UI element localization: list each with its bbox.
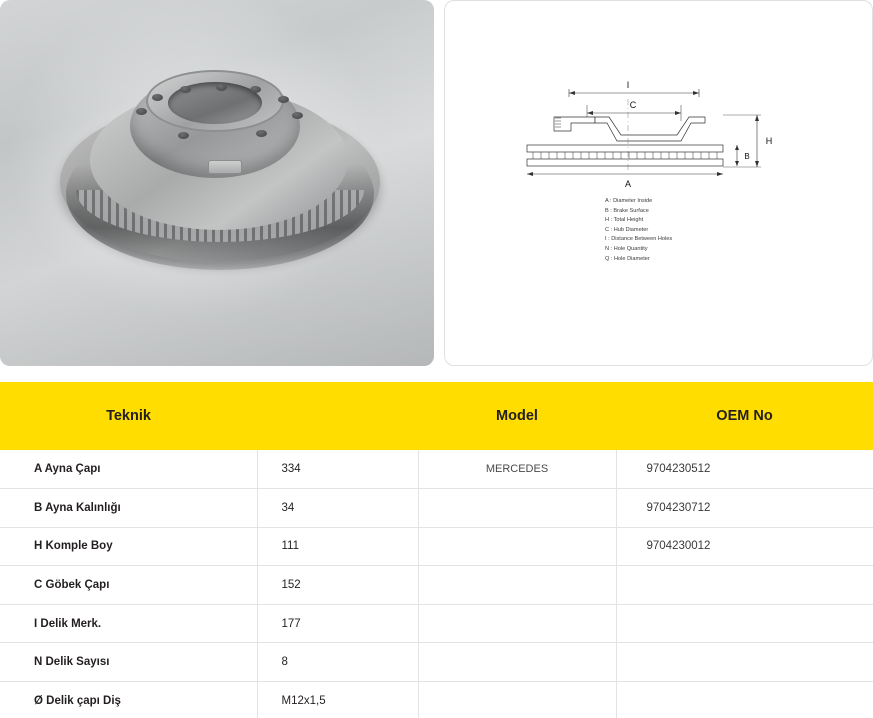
dimension-label-c: C: [629, 100, 636, 110]
legend-item: Q : Hole Diameter: [605, 255, 650, 262]
table-row: [0, 566, 873, 605]
specification-table: [0, 382, 873, 718]
spec-value: 334: [257, 450, 418, 489]
brake-disc-illustration: [60, 72, 380, 287]
legend-item: C : Hub Diameter: [605, 226, 649, 233]
brake-disc-photo: [0, 0, 434, 366]
table-row: [0, 450, 873, 489]
column-header-value: [257, 382, 418, 450]
spec-model: [418, 566, 616, 605]
spec-model: [418, 643, 616, 682]
brake-disc-cross-section-svg: [509, 75, 809, 195]
column-header-teknik: Teknik: [0, 382, 257, 450]
legend-item: B : Brake Surface: [605, 207, 649, 214]
legend-item: N : Hole Quantity: [605, 246, 648, 253]
table-header: [0, 382, 873, 450]
disc-bolt-hole: [292, 112, 303, 119]
spec-oem: 9704230012: [616, 527, 873, 566]
legend-item: A : Diameter Inside: [605, 198, 653, 204]
disc-bolt-hole: [256, 130, 267, 137]
spec-value: M12x1,5: [257, 682, 418, 718]
table-row: [0, 643, 873, 682]
table-header-row: [0, 382, 873, 450]
disc-bolt-hole: [178, 132, 189, 139]
spec-model: [418, 527, 616, 566]
table-body: [0, 450, 873, 718]
dimension-label-i: I: [626, 80, 629, 90]
disc-bolt-hole: [278, 96, 289, 103]
technical-drawing-panel: [444, 0, 873, 366]
column-header-model: Model: [418, 382, 616, 450]
spec-oem: [616, 566, 873, 605]
table-row: [0, 489, 873, 528]
disc-bolt-hole: [152, 94, 163, 101]
spec-oem: 9704230712: [616, 489, 873, 528]
column-header-oem: OEM No: [616, 382, 873, 450]
spec-name: N Delik Sayısı: [0, 643, 257, 682]
spec-oem: [616, 643, 873, 682]
spec-oem: [616, 682, 873, 718]
diagram-legend: [605, 197, 672, 264]
disc-bolt-hole: [250, 86, 261, 93]
disc-bolt-hole: [136, 108, 147, 115]
spec-name: B Ayna Kalınlığı: [0, 489, 257, 528]
spec-model: [418, 604, 616, 643]
spec-oem: 9704230512: [616, 450, 873, 489]
spec-oem: [616, 604, 873, 643]
spec-name: C Göbek Çapı: [0, 566, 257, 605]
spec-model: MERCEDES: [418, 450, 616, 489]
legend-item: H : Total Height: [605, 217, 644, 224]
disc-bolt-hole: [216, 84, 227, 91]
spec-value: 111: [257, 527, 418, 566]
dimension-label-h: H: [765, 136, 772, 146]
disc-label-plate: [208, 160, 242, 174]
spec-name: H Komple Boy: [0, 527, 257, 566]
spec-model: [418, 682, 616, 718]
spec-name: I Delik Merk.: [0, 604, 257, 643]
spec-value: 177: [257, 604, 418, 643]
technical-drawing: [509, 75, 809, 200]
spec-value: 152: [257, 566, 418, 605]
table-row: [0, 527, 873, 566]
dimension-label-a: A: [624, 179, 631, 189]
disc-bolt-hole: [180, 86, 191, 93]
legend-item: I : Distance Between Holes: [605, 236, 673, 243]
spec-name: A Ayna Çapı: [0, 450, 257, 489]
table-row: [0, 682, 873, 718]
spec-value: 8: [257, 643, 418, 682]
spec-name: Ø Delik çapı Diş: [0, 682, 257, 718]
dimension-label-b: B: [743, 152, 750, 161]
spec-value: 34: [257, 489, 418, 528]
table-row: [0, 604, 873, 643]
spec-model: [418, 489, 616, 528]
